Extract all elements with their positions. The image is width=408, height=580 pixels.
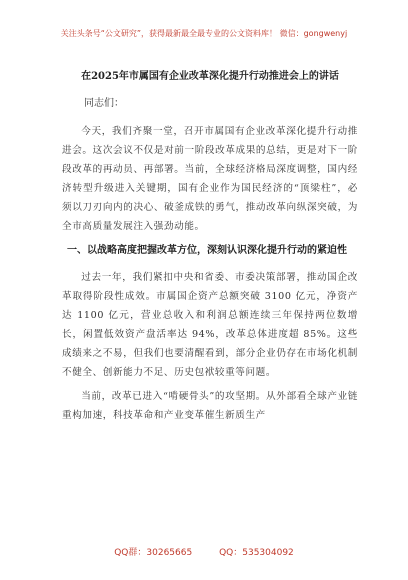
- paragraph: 当前，改革已进入“啃硬骨头”的攻坚期。从外部看全球产业链重构加速，科技革命和产业变革催生新质生产: [62, 391, 358, 421]
- qq-group: QQ群：30265665: [114, 548, 193, 558]
- section-heading: 一、以战略高度把握改革方位，深刻认识深化提升行动的紧迫性: [67, 245, 347, 256]
- footer-contact: [0, 545, 408, 558]
- salutation: 同志们：: [84, 98, 124, 109]
- paragraph: 今天，我们齐聚一堂，召开市属国有企业改革深化提升行动推进会。这次会议不仅是对前一阶段改革成果的总结，更是对下一阶段改革的再动员、再部署。当前，全球经济格局深度调整，国内经济转型升级进入关键期，国有企业作为国民经济的“顶梁柱”，必须以刀刃向内的决心、破釜成铁的勇气，推动改革向纵深突破，为全市高质量发展注入强劲动能。: [62, 126, 358, 232]
- paragraph: 过去一年，我们紧扣中央和省委、市委决策部署，推动国企改革取得阶段性成效。市属国企资产总额突破 3100 亿元，净资产达 1100 亿元，营业总收入和利润总额连续三年保持两位数增长，闲置低效资产盘活率达 94%，改革总体进度超 85%。这些成绩来之不易，但我们也要清醒看到，部分企业仍存在市场化机制不健全、创新能力不足、历史包袱较重等问题。: [62, 272, 358, 378]
- qq-number: QQ：535304092: [219, 548, 294, 558]
- header-banner: 关注头条号“公文研究”，获得最新最全最专业的公文资料库！ 微信：gongwenyj: [60, 29, 348, 38]
- document-title: 在2025年市属国有企业改革深化提升行动推进会上的讲话: [81, 71, 339, 82]
- document-page: [62, 70, 358, 430]
